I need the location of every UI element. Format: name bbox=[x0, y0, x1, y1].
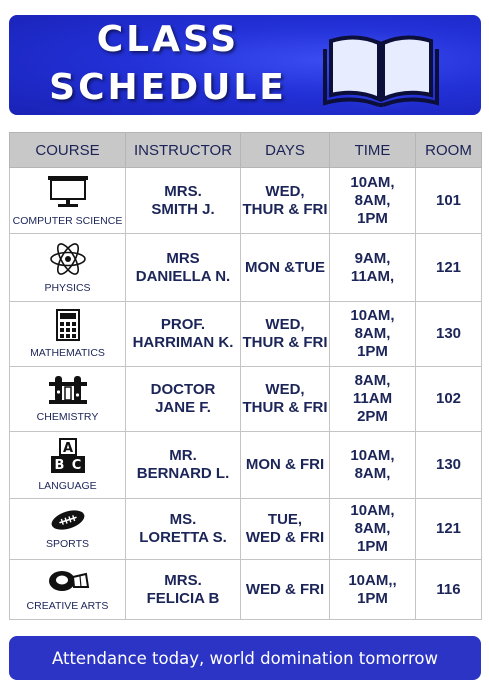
atom-icon bbox=[48, 242, 88, 276]
course-cell bbox=[10, 432, 126, 499]
abc-blocks-icon bbox=[48, 438, 88, 474]
column-header-course: COURSE bbox=[10, 133, 126, 168]
course-name: MATHEMATICS bbox=[30, 347, 105, 359]
days-cell: WED, THUR & FRI bbox=[241, 367, 330, 432]
course-cell bbox=[10, 367, 126, 432]
instructor-cell: PROF. HARRIMAN K. bbox=[126, 302, 241, 367]
instructor-cell: MRS DANIELLA N. bbox=[126, 234, 241, 302]
table-row bbox=[10, 234, 482, 302]
course-cell bbox=[10, 560, 126, 620]
days-cell: MON & FRI bbox=[241, 432, 330, 499]
days-cell: WED & FRI bbox=[241, 560, 330, 620]
course-name: CHEMISTRY bbox=[36, 411, 99, 423]
svg-text:A: A bbox=[62, 441, 73, 456]
table-row bbox=[10, 367, 482, 432]
time-cell: 10AM, 8AM, bbox=[330, 432, 416, 499]
svg-text:C: C bbox=[71, 458, 81, 473]
time-cell: 8AM, 11AM 2PM bbox=[330, 367, 416, 432]
test-tubes-icon bbox=[48, 375, 88, 405]
table-header-row bbox=[10, 133, 482, 168]
course-cell bbox=[10, 234, 126, 302]
time-cell: 10AM, 8AM, 1PM bbox=[330, 168, 416, 234]
time-cell: 10AM,, 1PM bbox=[330, 560, 416, 620]
open-book-icon bbox=[321, 29, 441, 111]
column-header-instructor: INSTRUCTOR bbox=[126, 133, 241, 168]
instructor-cell: MS. LORETTA S. bbox=[126, 499, 241, 560]
course-name: CREATIVE ARTS bbox=[26, 599, 109, 612]
course-cell bbox=[10, 168, 126, 234]
football-icon bbox=[48, 508, 88, 532]
instructor-cell: MR. BERNARD L. bbox=[126, 432, 241, 499]
room-cell: 130 bbox=[416, 432, 482, 499]
days-cell: TUE, WED & FRI bbox=[241, 499, 330, 560]
room-cell: 116 bbox=[416, 560, 482, 620]
days-cell: WED, THUR & FRI bbox=[241, 168, 330, 234]
monitor-icon bbox=[46, 175, 90, 209]
course-cell bbox=[10, 302, 126, 367]
column-header-room: ROOM bbox=[416, 133, 482, 168]
column-header-days: DAYS bbox=[241, 133, 330, 168]
days-cell: MON &TUE bbox=[241, 234, 330, 302]
instructor-cell: DOCTOR JANE F. bbox=[126, 367, 241, 432]
room-cell: 121 bbox=[416, 499, 482, 560]
course-name: SPORTS bbox=[46, 538, 89, 550]
course-name: COMPUTER SCIENCE bbox=[12, 214, 123, 227]
time-cell: 10AM, 8AM, 1PM bbox=[330, 302, 416, 367]
room-cell: 102 bbox=[416, 367, 482, 432]
room-cell: 121 bbox=[416, 234, 482, 302]
days-cell: WED, THUR & FRI bbox=[241, 302, 330, 367]
footer-banner bbox=[9, 636, 481, 680]
column-header-time: TIME bbox=[330, 133, 416, 168]
footer-slogan: Attendance today, world domination tomorrow bbox=[51, 648, 439, 668]
title-banner bbox=[9, 15, 481, 115]
title-line-2: SCHEDULE bbox=[49, 67, 287, 108]
time-cell: 10AM, 8AM, 1PM bbox=[330, 499, 416, 560]
table-row bbox=[10, 302, 482, 367]
time-cell: 9AM, 11AM, bbox=[330, 234, 416, 302]
room-cell: 101 bbox=[416, 168, 482, 234]
instructor-cell: MRS. SMITH J. bbox=[126, 168, 241, 234]
course-name: PHYSICS bbox=[44, 281, 91, 294]
calculator-icon bbox=[55, 309, 81, 341]
svg-text:B: B bbox=[54, 458, 64, 473]
table-row bbox=[10, 168, 482, 234]
schedule-table bbox=[9, 132, 482, 620]
room-cell: 130 bbox=[416, 302, 482, 367]
table-row bbox=[10, 499, 482, 560]
tape-icon bbox=[46, 568, 90, 594]
course-name: LANGUAGE bbox=[38, 480, 97, 492]
course-cell bbox=[10, 499, 126, 560]
title-line-1: CLASS bbox=[96, 19, 240, 60]
table-row bbox=[10, 560, 482, 620]
instructor-cell: MRS. FELICIA B bbox=[126, 560, 241, 620]
table-row bbox=[10, 432, 482, 499]
